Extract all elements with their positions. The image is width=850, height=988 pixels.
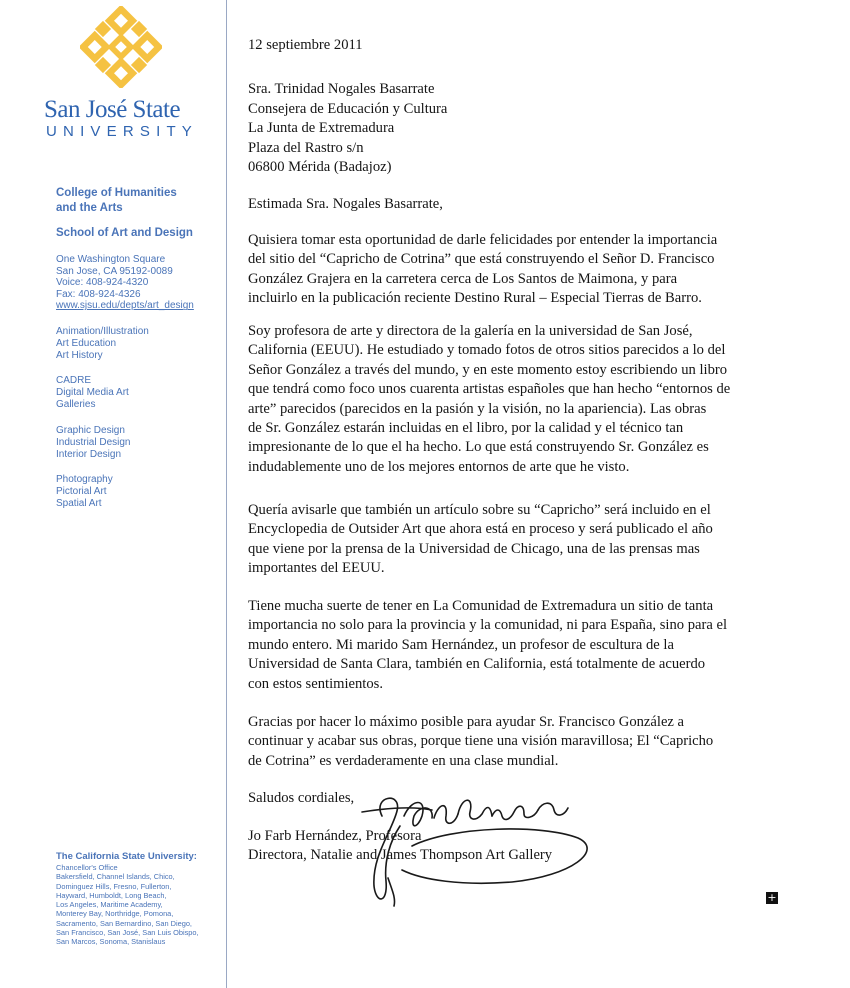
university-name: San José State [44, 96, 181, 123]
paragraph-line: González Grajera en la carretera cerca de Los Santos de Maimona, y para [248, 270, 678, 287]
address-line: One Washington Square [56, 254, 166, 265]
paragraph-line: Gracias por hacer lo máximo posible para ayudar Sr. Francisco González a [248, 714, 685, 730]
paragraph [248, 713, 831, 771]
paragraph-line: de Cotrina” es verdaderamente en una clase mundial. [248, 752, 559, 769]
program-group [56, 326, 149, 363]
csu-line: Sacramento, San Bernardino, San Diego, [56, 918, 192, 928]
csu-line: Hayward, Humboldt, Long Beach, [56, 890, 167, 900]
sjsu-logo-icon [80, 6, 162, 88]
program-item: Pictorial Art [56, 486, 107, 498]
paragraph-line: incluirlo en la publicación reciente Destino Rural – Especial Tierras de Barro. [248, 290, 702, 307]
phone-line: Voice: 408-924-4320 [56, 277, 149, 289]
signer-name: Jo Farb Hernández, Profesora [248, 828, 422, 844]
paragraph [248, 597, 831, 694]
college-line: and the Arts [56, 202, 123, 214]
school-name: School of Art and Design [56, 227, 193, 239]
paragraph-line: Señor González a través del mundo, y en este momento estoy escribiendo un libro [248, 361, 728, 378]
csu-line: San Francisco, San José, San Luis Obispo, [56, 928, 199, 938]
csu-title: The California State University: [56, 851, 197, 862]
paragraph-line: Universidad de Santa Clara, también en California, está totalmente de acuerdo [248, 656, 706, 673]
paragraph [248, 231, 831, 309]
program-item: Spatial Art [56, 498, 102, 510]
paragraph-line: que viene por la prensa de la Universidad de Chicago, una de las prensas mas [248, 540, 700, 557]
college-name [56, 186, 216, 216]
program-item: Art Education [56, 338, 117, 350]
letter-date: 12 septiembre 2011 [248, 37, 363, 53]
paragraph-line: Quisiera tomar esta oportunidad de darle felicidades por entender la importancia [248, 232, 718, 248]
program-item: CADRE [56, 375, 92, 386]
paragraph-line: mundo entero. Mi marido Sam Hernández, un profesor de escultura de la [248, 636, 674, 653]
csu-line: Monterey Bay, Northridge, Pomona, [56, 909, 174, 919]
csu-line: Bakersfield, Channel Islands, Chico, [56, 872, 175, 882]
program-item: Industrial Design [56, 437, 131, 449]
paragraph-line: que tendrá como foco unos cuarenta artistas españoles que han hecho “entornos de [248, 381, 731, 398]
csu-lines [56, 863, 221, 947]
paragraph [248, 501, 831, 579]
closing: Saludos cordiales, [248, 790, 355, 806]
csu-campus-list [56, 851, 221, 947]
program-item: Animation/Illustration [56, 326, 149, 337]
program-item: Art History [56, 350, 103, 362]
program-group [56, 425, 130, 462]
university-subtitle: UNIVERSITY [46, 123, 199, 140]
website-link[interactable]: www.sjsu.edu/depts/art_design [56, 300, 194, 312]
recipient-line: Plaza del Rastro s/n [248, 139, 364, 156]
paragraph-line: de Sr. González estarán incluidas en el libro, por la calidad y el técnico tan [248, 420, 684, 437]
recipient-line: Sra. Trinidad Nogales Basarrate [248, 81, 435, 97]
address-line: San Jose, CA 95192-0089 [56, 265, 173, 277]
paragraph-line: continuar y acabar sus obras, porque tiene una visión maravillosa; El “Capricho [248, 733, 714, 750]
paragraph-line: importantes del EEUU. [248, 560, 385, 577]
paragraph-line: importancia no solo para la provincia y la comunidad, ni para España, sino para el [248, 617, 727, 634]
paragraph-line: Encyclopedia de Outsider Art que ahora está en proceso y será publicado el año [248, 521, 713, 538]
program-item: Photography [56, 474, 113, 485]
address-block [56, 254, 194, 312]
program-group [56, 375, 129, 412]
paragraph-line: California (EEUU). He estudiado y tomado fotos de otros sitios parecidos a lo del [248, 342, 726, 359]
recipient-line: 06800 Mérida (Badajoz) [248, 159, 392, 176]
fax-line: Fax: 408-924-4326 [56, 288, 141, 300]
letterhead-sidebar [0, 0, 226, 988]
csu-line: Dominguez Hills, Fresno, Fullerton, [56, 881, 172, 891]
paragraph-line: arte” parecidos (parecidos en la pasión y la visión, no la apariencia). Las obras [248, 400, 707, 417]
paragraph-line: del sitio del “Capricho de Cotrina” que está construyendo el Señor D. Francisco [248, 251, 715, 268]
page-corner-icon[interactable]: + [767, 891, 777, 904]
signer-title: Directora, Natalie and James Thompson Art Gallery [248, 847, 553, 863]
paragraph-line: indudablemente uno de los mejores entornos de arte que he visto. [248, 458, 630, 475]
recipient-address [248, 80, 447, 178]
paragraph [248, 322, 831, 477]
program-group [56, 474, 113, 511]
csu-line: Chancellor's Office [56, 863, 118, 872]
recipient-line: Consejera de Educación y Cultura [248, 100, 448, 117]
sidebar-divider [226, 0, 227, 988]
paragraph-line: Soy profesora de arte y directora de la galería en la universidad de San José, [248, 323, 693, 339]
paragraph-line: impresionante de lo que el ha hecho. Lo que está construyendo Sr. González es [248, 439, 709, 456]
program-item: Interior Design [56, 449, 122, 461]
program-item: Graphic Design [56, 425, 125, 436]
csu-line: San Marcos, Sonoma, Stanislaus [56, 937, 166, 947]
program-item: Digital Media Art [56, 387, 129, 399]
program-item: Galleries [56, 399, 96, 411]
recipient-line: La Junta de Extremadura [248, 120, 395, 137]
handwritten-signature [342, 786, 592, 911]
college-line: College of Humanities [56, 187, 177, 199]
paragraph-line: Quería avisarle que también un artículo sobre su “Capricho” será incluido en el [248, 502, 711, 518]
salutation: Estimada Sra. Nogales Basarrate, [248, 196, 443, 212]
paragraph-line: con estos sentimientos. [248, 675, 383, 692]
paragraph-line: Tiene mucha suerte de tener en La Comunidad de Extremadura un sitio de tanta [248, 598, 714, 614]
csu-line: Los Angeles, Maritime Academy, [56, 900, 163, 910]
